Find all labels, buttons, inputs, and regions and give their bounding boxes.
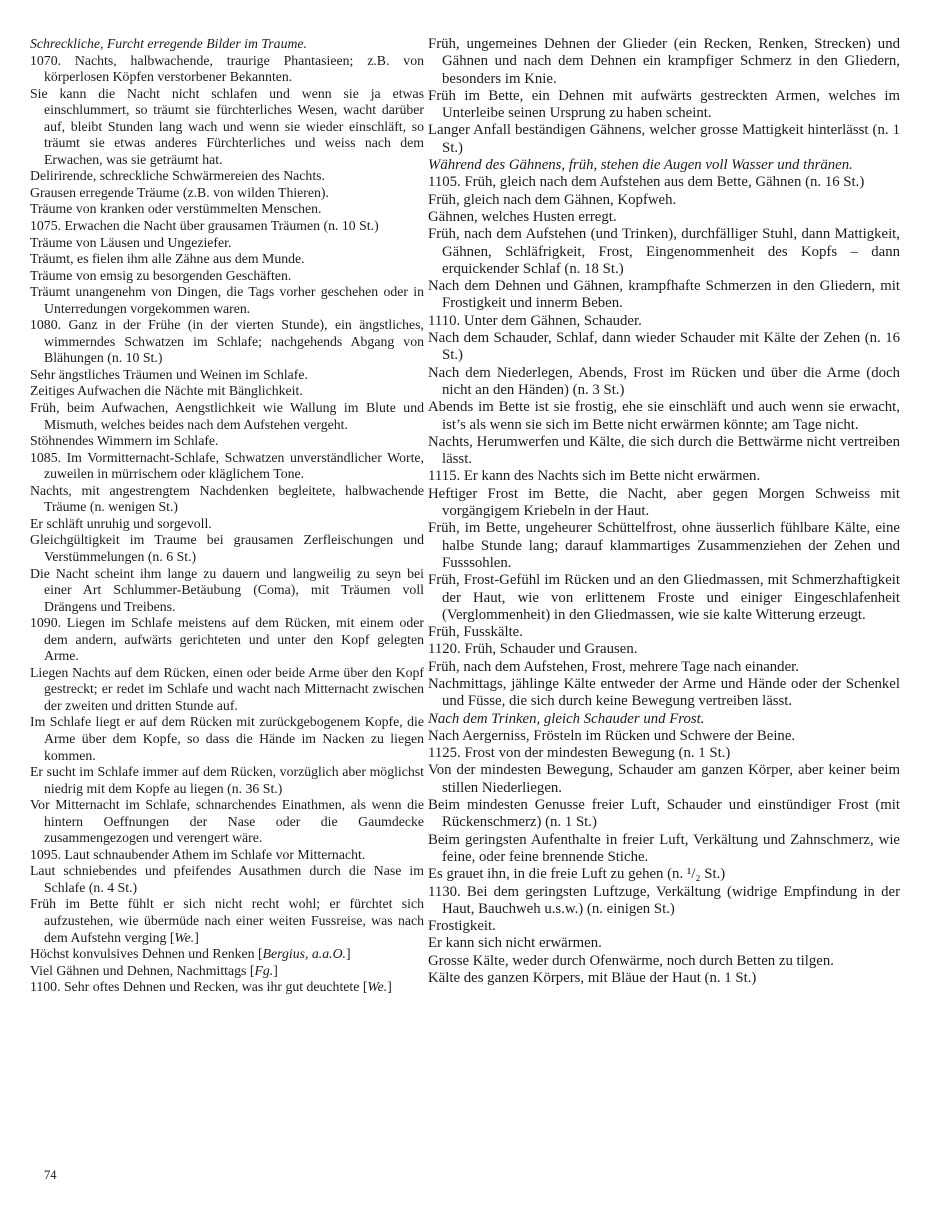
symptom-entry: Nach dem Dehnen und Gähnen, krampfhafte Schmerzen in den Gliedern, mit Frostigkeit und innerm Beben. xyxy=(428,278,900,312)
symptom-entry: Nach Aergerniss, Frösteln im Rücken und Schwere der Beine. xyxy=(428,727,796,744)
symptom-entry: Nach dem Niederlegen, Abends, Frost im Rücken und über die Arme (doch nicht an den Händen) (n. 3 St.) xyxy=(428,364,900,398)
symptom-entry: Frostigkeit. xyxy=(428,918,496,935)
symptom-entry: Früh im Bette, ein Dehnen mit aufwärts gestreckten Armen, welches im Unterleibe seinen Ursprung zu haben scheint. xyxy=(428,87,900,122)
symptom-entry: Früh, nach dem Aufstehen, Frost, mehrere Tage nach einander. xyxy=(428,658,799,675)
symptom-entry: Sie kann die Nacht nicht schlafen und wenn sie ja etwas einschlummert, so träumt sie fürchterliches Wesen, wacht darüber auf, bleibt Stunden lang wach und wenn sie wieder einschläft, so träumt sie etwas anderes Fürchterliches und weiss nach dem Erwachen, was sie geträumt hat. xyxy=(30,85,424,167)
symptom-entry: Zeitiges Aufwachen die Nächte mit Bänglichkeit. xyxy=(30,383,303,399)
symptom-entry: Beim mindesten Genusse freier Luft, Schauder und einstündiger Frost (mit Rückenschmerz) (n. 1 St.) xyxy=(428,797,900,831)
symptom-entry: Früh, im Bette, ungeheurer Schüttelfrost, ohne äusserlich fühlbare Kälte, eine halbe Stunde lang; darauf klammartiges Zusammenziehen der Zehen und Fusssohlen. xyxy=(428,520,900,571)
symptom-entry: 1080. Ganz in der Frühe (in der vierten Stunde), ein ängstliches, wimmerndes Schwatzen im Schlafe; nachgehends Abgang von Blähungen (n. 10 St.) xyxy=(30,317,424,366)
symptom-entry: Nachts, Herumwerfen und Kälte, die sich durch die Bettwärme nicht vertreiben lässt. xyxy=(428,433,900,468)
symptom-entry: Laut schniebendes und pfeifendes Ausathmen durch die Nase im Schlafe (n. 4 St.) xyxy=(30,863,424,895)
symptom-entry: Langer Anfall beständigen Gähnens, welcher grosse Mattigkeit hinterlässt (n. 1 St.) xyxy=(428,122,900,156)
symptom-entry: Früh im Bette fühlt er sich nicht recht wohl; er fürchtet sich aufzustehen, wie übermüde nach einer weiten Fussreise, was nach dem Aufstehn verging [We.] xyxy=(30,896,424,945)
symptom-entry: Nach dem Trinken, gleich Schauder und Frost. xyxy=(428,710,705,727)
symptom-entry: Abends im Bette ist sie frostig, ehe sie einschläft und auch wenn sie erwacht, ist’s als wenn sie sich im Bette nicht erwärmen könnte; am Tage nicht. xyxy=(428,399,900,433)
symptom-entry: Heftiger Frost im Bette, die Nacht, aber gegen Morgen Schweiss mit vorgängigem Kriebeln in der Haut. xyxy=(428,485,900,520)
symptom-entry: 1070. Nachts, halbwachende, traurige Phantasieen; z.B. von körperlosen Köpfen verstorbener Bekannten. xyxy=(30,52,424,85)
symptom-entry: 1090. Liegen im Schlafe meistens auf dem Rücken, mit einem oder dem andern, aufwärts gerichteten und unter den Kopf gelegten Arme. xyxy=(30,615,424,664)
right-column xyxy=(428,36,900,987)
symptom-entry: Grausen erregende Träume (z.B. von wilden Thieren). xyxy=(30,184,329,200)
symptom-entry: Früh, Frost-Gefühl im Rücken und an den Gliedmassen, mit Schmerzhaftigkeit der Haut, wie von erlittenem Froste und einiger Eingeschlafenheit (Verglommenheit) in den Gliedmassen, wie sie kalte Witterung erzeugt. xyxy=(428,572,900,623)
symptom-entry: Im Schlafe liegt er auf dem Rücken mit zurückgebogenem Kopfe, die Arme über dem Kopfe, so dass die Hände im Nacken zu liegen kommen. xyxy=(30,714,424,763)
symptom-entry: Gähnen, welches Husten erregt. xyxy=(428,208,617,225)
symptom-entry: Von der mindesten Bewegung, Schauder am ganzen Körper, aber keiner beim stillen Niederliegen. xyxy=(428,762,900,796)
symptom-entry: Träume von emsig zu besorgenden Geschäften. xyxy=(30,267,292,283)
symptom-entry: 1095. Laut schnaubender Athem im Schlafe vor Mitternacht. xyxy=(30,846,366,862)
symptom-entry: Er sucht im Schlafe immer auf dem Rücken, vorzüglich aber möglichst niedrig mit dem Kopfe au liegen (n. 36 St.) xyxy=(30,764,424,796)
symptom-entry: Sehr ängstliches Träumen und Weinen im Schlafe. xyxy=(30,366,308,382)
symptom-entry: Viel Gähnen und Dehnen, Nachmittags [Fg.] xyxy=(30,962,278,978)
symptom-entry: 1130. Bei dem geringsten Luftzuge, Verkältung (widrige Empfindung in der Haut, Bauchweh u.s.w.) (n. einigen St.) xyxy=(428,883,900,917)
symptom-entry: Früh, beim Aufwachen, Aengstlichkeit wie Wallung im Blute und Mismuth, welches beides nach dem Aufstehen vergeht. xyxy=(30,400,424,432)
left-column xyxy=(30,36,424,996)
symptom-entry: Delirirende, schreckliche Schwärmereien des Nachts. xyxy=(30,168,325,184)
symptom-entry: Nachmittags, jählinge Kälte entweder der Arme und Hände oder der Schenkel und Füsse, die sich durch keine Bewegung vertreiben lässt. xyxy=(428,675,900,710)
symptom-entry: Früh, Fusskälte. xyxy=(428,624,523,641)
symptom-entry: Während des Gähnens, früh, stehen die Augen voll Wasser und thränen. xyxy=(428,157,853,174)
symptom-entry: Höchst konvulsives Dehnen und Renken [Bergius, a.a.O.] xyxy=(30,946,351,962)
symptom-entry: Nach dem Schauder, Schlaf, dann wieder Schauder mit Kälte der Zehen (n. 16 St.) xyxy=(428,330,900,364)
symptom-entry: Er kann sich nicht erwärmen. xyxy=(428,935,602,952)
symptom-entry: Vor Mitternacht im Schlafe, schnarchendes Einathmen, als wenn die hintern Oeffnungen der Nase oder die Gaumdecke zusammengezogen und verengert wäre. xyxy=(30,797,424,846)
symptom-entry: Stöhnendes Wimmern im Schlafe. xyxy=(30,433,219,449)
symptom-entry: Beim geringsten Aufenthalte in freier Luft, Verkältung und Zahnschmerz, wie feine, oder feine brennende Stiche. xyxy=(428,831,900,865)
symptom-entry: Träume von kranken oder verstümmelten Menschen. xyxy=(30,201,322,217)
symptom-entry: Schreckliche, Furcht erregende Bilder im Traume. xyxy=(30,36,308,51)
symptom-entry: Die Nacht scheint ihm lange zu dauern und langweilig zu seyn bei einer Art Schlummer-Betäubung (Coma), mit Träumen voll Drängens und Treibens. xyxy=(30,565,424,614)
symptom-entry: Kälte des ganzen Körpers, mit Bläue der Haut (n. 1 St.) xyxy=(428,970,757,987)
symptom-entry: Gleichgültigkeit im Traume bei grausamen Zerfleischungen und Verstümmelungen (n. 6 St.) xyxy=(30,532,424,564)
symptom-entry: Es grauet ihn, in die freie Luft zu gehen (n. ¹/₂ St.) xyxy=(428,866,726,883)
symptom-entry: Grosse Kälte, weder durch Ofenwärme, noch durch Betten zu tilgen. xyxy=(428,952,834,969)
symptom-entry: Träumt, es fielen ihm alle Zähne aus dem Munde. xyxy=(30,251,305,267)
symptom-entry: 1105. Früh, gleich nach dem Aufstehen aus dem Bette, Gähnen (n. 16 St.) xyxy=(428,174,865,191)
symptom-entry: Früh, ungemeines Dehnen der Glieder (ein Recken, Renken, Strecken) und Gähnen und nach dem Dehnen ein krampfiger Schmerz in den Gliedern, besonders im Knie. xyxy=(428,36,900,87)
symptom-entry: Träumt unangenehm von Dingen, die Tags vorher geschehen oder in Unterredungen vorgekommen waren. xyxy=(30,284,424,316)
symptom-entry: Er schläft unruhig und sorgevoll. xyxy=(30,515,212,531)
symptom-entry: 1115. Er kann des Nachts sich im Bette nicht erwärmen. xyxy=(428,468,761,485)
symptom-entry: 1085. Im Vormitternacht-Schlafe, Schwatzen unverständlicher Worte, zuweilen in mürrischem oder kläglichem Tone. xyxy=(30,449,424,482)
symptom-entry: 1120. Früh, Schauder und Grausen. xyxy=(428,641,638,658)
symptom-entry: Früh, gleich nach dem Gähnen, Kopfweh. xyxy=(428,191,677,208)
symptom-entry: Träume von Läusen und Ungeziefer. xyxy=(30,234,232,250)
symptom-entry: 1100. Sehr oftes Dehnen und Recken, was ihr gut deuchtete [We.] xyxy=(30,979,392,995)
symptom-entry: Früh, nach dem Aufstehen (und Trinken), durchfälliger Stuhl, dann Mattigkeit, Gähnen, Schläfrigkeit, Frost, Eingenommenheit des Kopfs – dann erquickender Schlaf (n. 18 St.) xyxy=(428,226,900,277)
symptom-entry: Nachts, mit angestrengtem Nachdenken begleitete, halbwachende Träume (n. wenigen St.) xyxy=(30,482,424,515)
symptom-entry: 1110. Unter dem Gähnen, Schauder. xyxy=(428,312,642,329)
page-number: 74 xyxy=(44,1168,57,1182)
symptom-entry: 1125. Frost von der mindesten Bewegung (n. 1 St.) xyxy=(428,745,731,762)
symptom-entry: 1075. Erwachen die Nacht über grausamen Träumen (n. 10 St.) xyxy=(30,218,379,234)
symptom-entry: Liegen Nachts auf dem Rücken, einen oder beide Arme über den Kopf gestreckt; er redet im Schlafe und wacht nach Mitternacht zwischen der zweiten und dritten Stunde auf. xyxy=(30,664,424,713)
